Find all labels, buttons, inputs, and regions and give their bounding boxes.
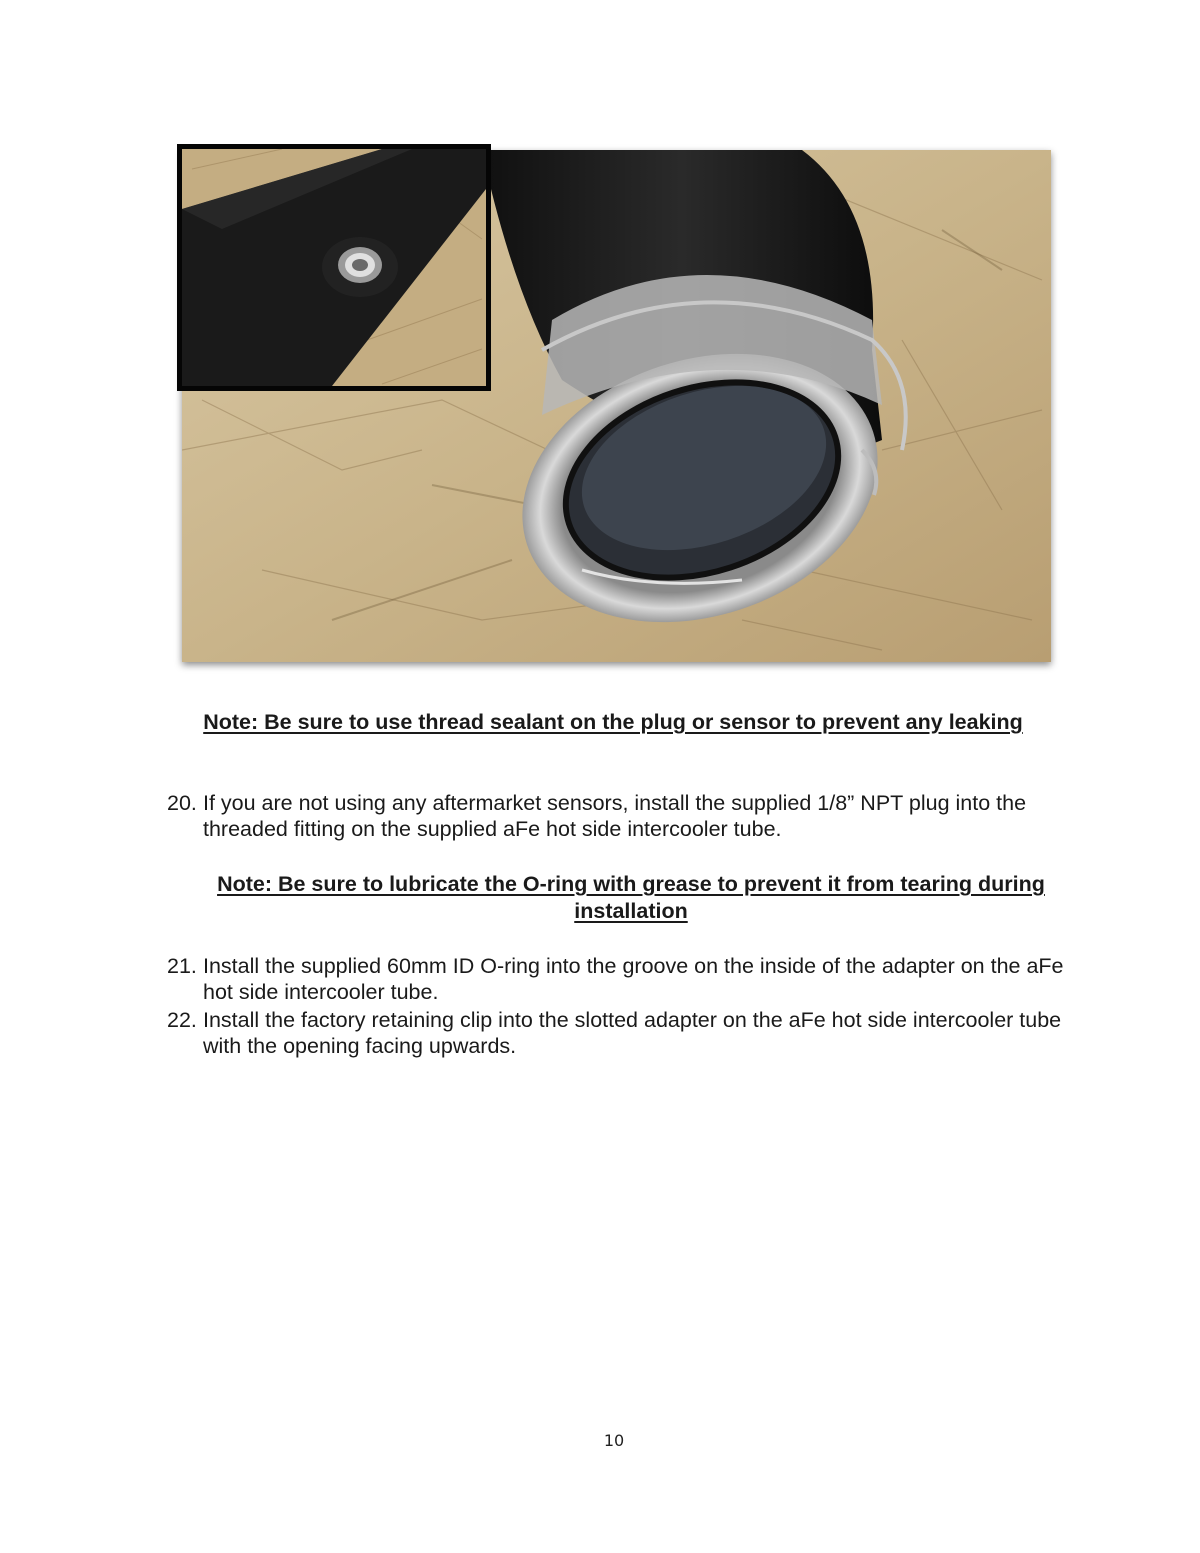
step-21: [167, 953, 1067, 1005]
step-number: 22.: [167, 1008, 197, 1032]
step-text: Install the supplied 60mm ID O-ring into the groove on the inside of the adapter on the aFe hot side intercooler tube.: [203, 954, 1064, 1004]
note-lubricate-o-ring: Note: Be sure to lubricate the O-ring with grease to prevent it from tearing during installation: [217, 872, 1045, 923]
step-text: Install the factory retaining clip into the slotted adapter on the aFe hot side intercooler tube with the opening facing upwards.: [203, 1008, 1062, 1058]
step-22: [167, 1007, 1067, 1059]
step-text: If you are not using any aftermarket sensors, install the supplied 1/8” NPT plug into the threaded fitting on the supplied aFe hot side intercooler tube.: [203, 791, 1027, 841]
note-thread-sealant: Note: Be sure to use thread sealant on the plug or sensor to prevent any leaking: [203, 710, 1023, 734]
step-number: 20.: [167, 791, 197, 815]
threaded-fitting-plug-inset-photo: [177, 144, 491, 391]
step-20: [167, 790, 1067, 842]
page-number: 10: [603, 1431, 625, 1450]
step-number: 21.: [167, 954, 197, 978]
